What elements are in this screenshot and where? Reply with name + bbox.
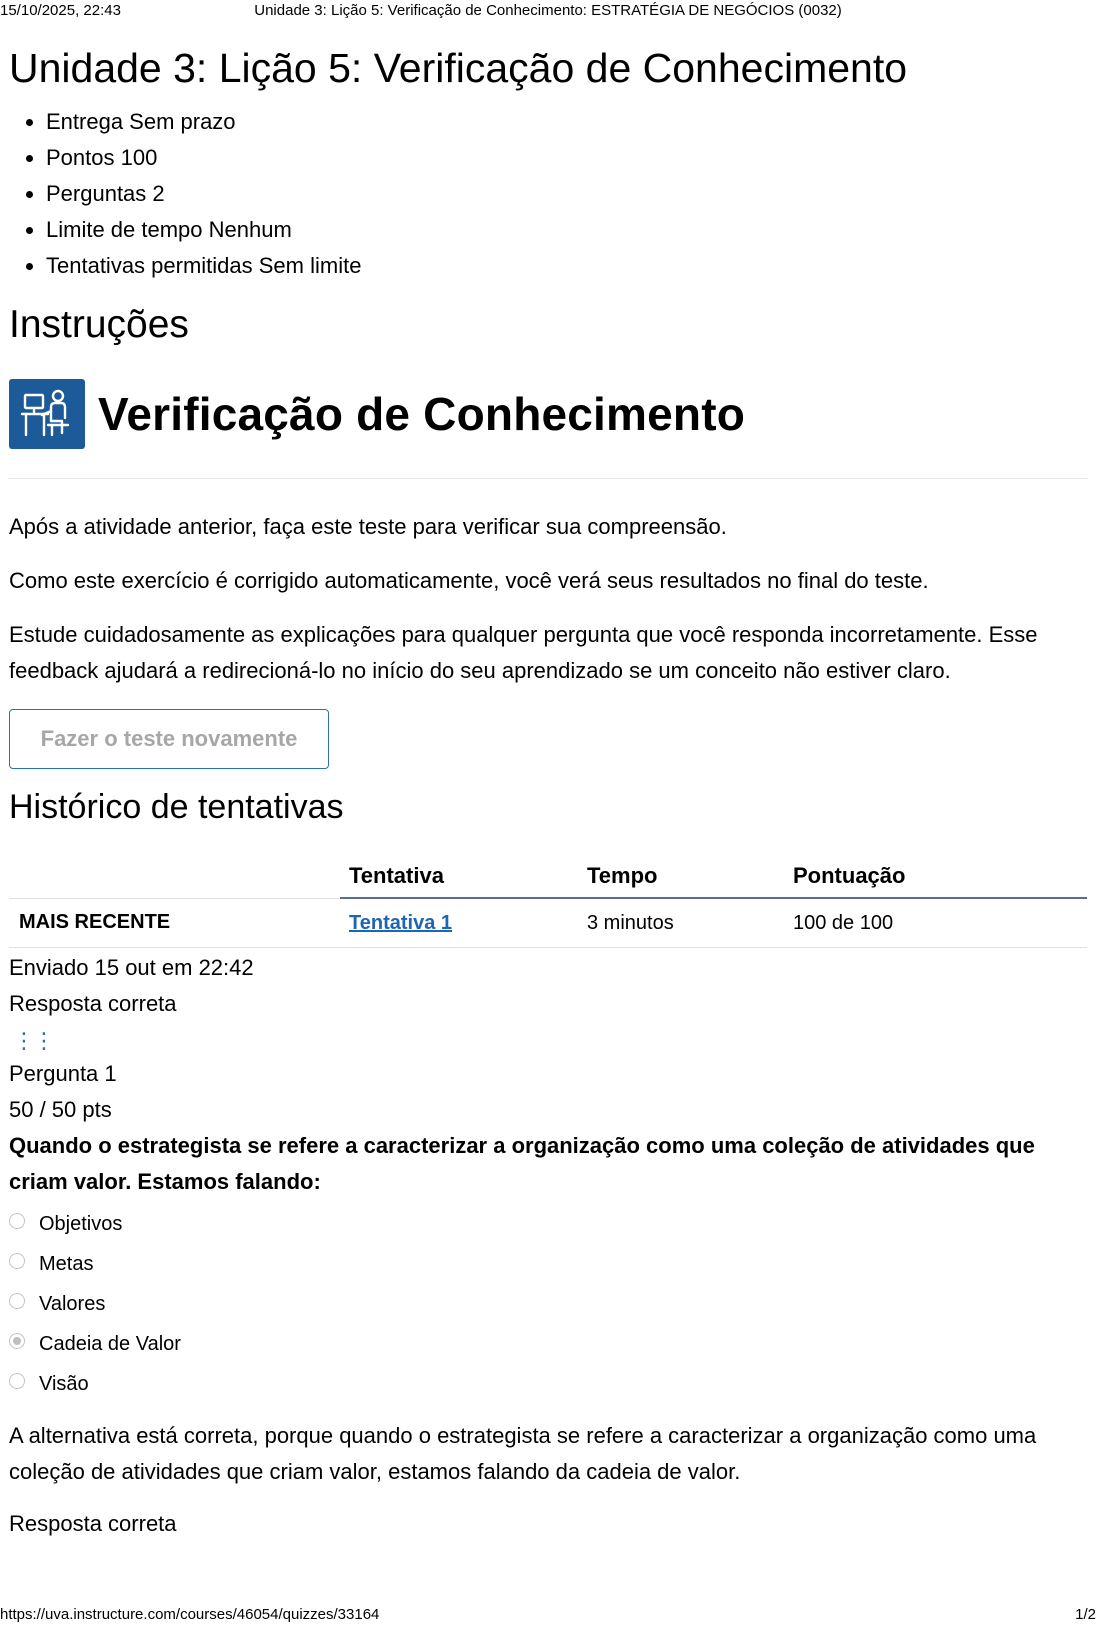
quiz-content	[9, 36, 1087, 1542]
answer-option-label: Metas	[39, 1252, 94, 1275]
answer-option	[9, 1204, 1087, 1244]
attempt-history-table	[9, 849, 1087, 948]
radio-button	[9, 1253, 25, 1269]
answer-explanation: A alternativa está correta, porque quando o estrategista se refere a caracterizar a organização como uma coleção de atividades que criam valor, estamos falando da cadeia de valor.	[9, 1423, 1037, 1484]
print-url: https://uva.instructure.com/courses/46054/quizzes/33164	[0, 1606, 380, 1623]
column-header-attempt: Tentativa	[340, 849, 578, 898]
answer-option-selected	[9, 1324, 1087, 1364]
quiz-detail-time-limit: • Limite de tempo Nenhum	[46, 212, 1087, 248]
table-row	[9, 898, 1087, 948]
quiz-detail-points: • Pontos 100	[46, 140, 1087, 176]
attempt-history-heading: Histórico de tentativas	[9, 788, 344, 826]
attempt-score: 100 de 100	[784, 898, 1087, 948]
drag-handle-icon: ⋮⋮	[13, 1028, 53, 1053]
print-footer	[0, 1603, 1096, 1627]
answer-option	[9, 1364, 1087, 1404]
answer-option	[9, 1284, 1087, 1324]
answer-status: Resposta correta	[9, 991, 177, 1016]
quiz-detail-attempts: • Tentativas permitidas Sem limite	[46, 248, 1087, 284]
instructions-paragraph-3: Estude cuidadosamente as explicações para qualquer pergunta que você responda incorretamente. Esse feedback ajudará a redirecioná-lo no início do seu aprendizado se um conceito não estiver claro.	[9, 622, 1038, 683]
quiz-detail-due: • Entrega Sem prazo	[46, 104, 1087, 140]
retake-quiz-button[interactable]: Fazer o teste novamente	[9, 709, 329, 769]
radio-button-selected	[9, 1333, 25, 1349]
radio-button	[9, 1373, 25, 1389]
print-page-number: 1/2	[1075, 1606, 1096, 1623]
quiz-detail-questions: • Perguntas 2	[46, 176, 1087, 212]
answer-option-label: Visão	[39, 1372, 89, 1395]
radio-button	[9, 1213, 25, 1229]
divider	[9, 478, 1087, 479]
instructions-banner	[9, 378, 1087, 450]
print-header	[0, 0, 1096, 22]
quiz-title: Unidade 3: Lição 5: Verificação de Conhecimento	[9, 45, 908, 91]
most-recent-label: MAIS RECENTE	[9, 898, 340, 948]
instructions-paragraph-1: Após a atividade anterior, faça este teste para verificar sua compreensão.	[9, 514, 727, 539]
answer-option	[9, 1244, 1087, 1284]
attempt-time: 3 minutos	[578, 898, 784, 948]
print-datetime: 15/10/2025, 22:43	[0, 2, 121, 19]
attempt-1-link[interactable]: Tentativa 1	[349, 911, 452, 934]
next-answer-status: Resposta correta	[9, 1511, 177, 1536]
person-at-desk-icon	[9, 379, 85, 449]
column-header-time: Tempo	[578, 849, 784, 898]
instructions-paragraph-2: Como este exercício é corrigido automaticamente, você verá seus resultados no final do teste.	[9, 568, 929, 593]
submitted-timestamp: Enviado 15 out em 22:42	[9, 955, 254, 980]
answer-options	[9, 1204, 1087, 1404]
column-header-score: Pontuação	[784, 849, 1087, 898]
radio-button	[9, 1293, 25, 1309]
question-text: Quando o estrategista se refere a caracterizar a organização como uma coleção de atividades que criam valor. Estamos falando:	[9, 1133, 1035, 1194]
question-points: 50 / 50 pts	[9, 1097, 112, 1122]
quiz-details-list	[9, 104, 1087, 284]
banner-title: Verificação de Conhecimento	[98, 388, 746, 440]
answer-option-label: Cadeia de Valor	[39, 1332, 181, 1355]
answer-option-label: Objetivos	[39, 1212, 123, 1235]
print-page-title: Unidade 3: Lição 5: Verificação de Conhecimento: ESTRATÉGIA DE NEGÓCIOS (0032)	[254, 2, 842, 19]
question-number: Pergunta 1	[9, 1061, 117, 1086]
attempt-cell	[340, 898, 578, 948]
table-header-row	[9, 849, 1087, 898]
column-header-blank	[9, 849, 340, 898]
instructions-heading: Instruções	[9, 303, 189, 346]
answer-option-label: Valores	[39, 1292, 106, 1315]
